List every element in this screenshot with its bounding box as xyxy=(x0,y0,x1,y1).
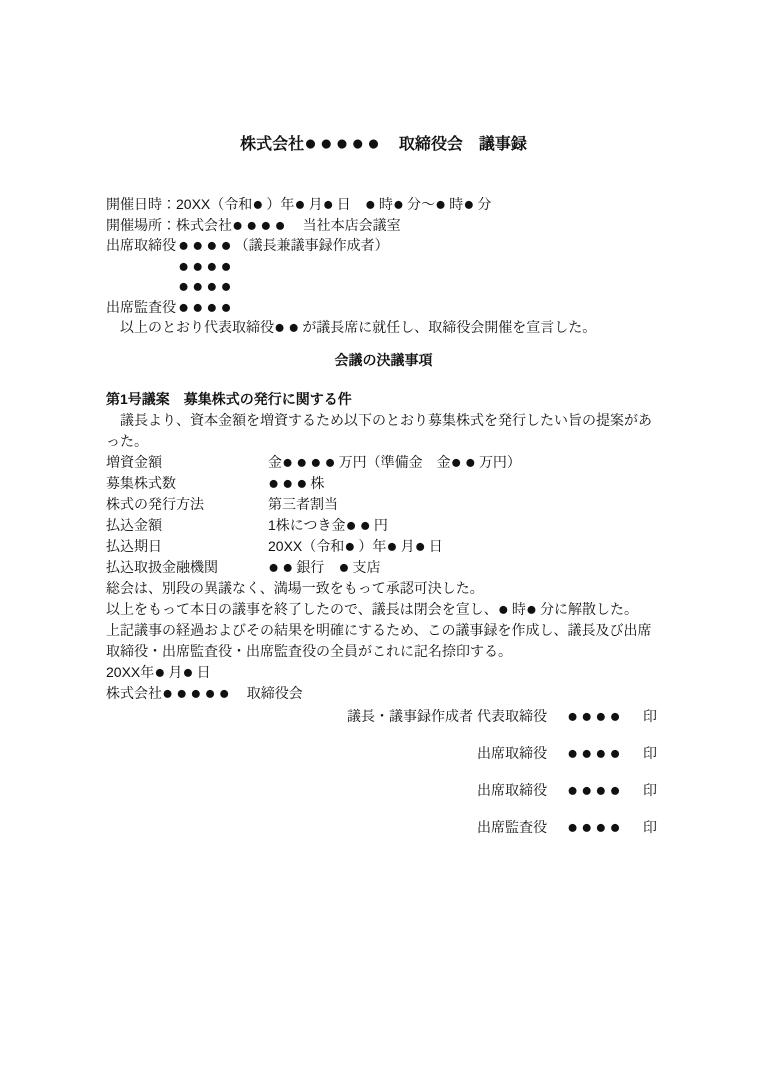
signature-section xyxy=(347,706,661,838)
meeting-venue-label: 開催場所： xyxy=(106,216,176,233)
agenda-intro-statement: 議長より、資本金額を増資するため以下のとおり募集株式を発行したい旨の提案があった。 xyxy=(106,411,652,449)
approval-statement: 総会は、別段の異議なく、満場一致をもって承認可決した。 xyxy=(106,579,484,596)
detail-label: 募集株式数 xyxy=(106,474,176,491)
meeting-venue-line xyxy=(106,215,661,236)
signature-name: ●●●● xyxy=(567,704,624,726)
issuer-line: 株式会社●●●●● 取締役会 xyxy=(106,681,303,703)
detail-label: 払込期日 xyxy=(106,537,162,554)
signature-leader-spacer xyxy=(347,817,477,838)
signature-name: ●●●● xyxy=(567,815,624,837)
document-title: 株式会社●●●●● 取締役会 議事録 xyxy=(240,132,527,155)
signature-seal-label: 印 xyxy=(643,744,657,761)
signature-row xyxy=(347,780,661,801)
signature-row xyxy=(347,743,661,764)
attending-directors-label: 出席取締役 xyxy=(106,237,176,253)
signature-leader-label: 議長・議事録作成者 xyxy=(347,707,473,724)
closing-date: 20XX年●月●日 xyxy=(106,660,211,682)
agenda-detail-row xyxy=(106,557,661,578)
detail-value: 20XX（令和●）年●月●日 xyxy=(268,534,443,556)
closing-section xyxy=(106,599,661,704)
record-statement: 上記議事の経過およびその結果を明確にするため、この議事録を作成し、議長及び出席取締役・出席監査役・出席監査役の全員がこれに記名捺印する。 xyxy=(106,621,652,659)
detail-value: 第三者割当 xyxy=(268,495,338,512)
meeting-datetime-label: 開催日時： xyxy=(106,196,176,212)
detail-label: 増資金額 xyxy=(106,453,162,470)
meeting-datetime-line xyxy=(106,194,661,215)
agenda-detail-row xyxy=(106,536,661,557)
attending-auditor-name: ●●●● xyxy=(178,295,235,317)
agenda-item-section xyxy=(106,389,661,599)
attending-auditor-row xyxy=(106,297,661,318)
detail-label: 払込金額 xyxy=(106,516,162,533)
signature-leader-spacer xyxy=(347,780,477,801)
attending-director-row xyxy=(106,256,661,277)
signature-role: 代表取締役 xyxy=(477,707,547,724)
attending-director-row xyxy=(106,235,661,256)
signature-row xyxy=(347,706,661,727)
adjournment-statement: 以上をもって本日の議事を終了したので、議長は閉会を宣し、●時●分に解散した。 xyxy=(106,597,639,619)
signature-leader-spacer xyxy=(347,743,477,764)
attending-director-name: ●●●● xyxy=(178,254,235,276)
signature-role: 出席監査役 xyxy=(477,818,547,835)
agenda-detail-row xyxy=(106,494,661,515)
chairman-note: （議長兼議事録作成者） xyxy=(234,237,389,253)
opening-statement: 以上のとおり代表取締役●●が議長席に就任し、取締役会開催を宣言した。 xyxy=(120,316,597,337)
meeting-datetime-value: 20XX（令和●）年●月●日 ●時●分～●時●分 xyxy=(176,193,492,214)
meeting-venue-value: 株式会社●●●● 当社本店会議室 xyxy=(176,213,401,235)
attending-director-name: ●●●● xyxy=(178,234,235,255)
attending-director-name: ●●●● xyxy=(178,275,235,296)
agenda-detail-row xyxy=(106,515,661,536)
detail-label: 払込取扱金融機関 xyxy=(106,558,218,575)
agenda-item-heading: 第1号議案 募集株式の発行に関する件 xyxy=(106,390,352,407)
signature-seal-label: 印 xyxy=(643,818,657,835)
agenda-detail-row xyxy=(106,473,661,494)
signature-row xyxy=(347,817,661,838)
attending-director-row xyxy=(106,276,661,297)
agenda-detail-row xyxy=(106,452,661,473)
signature-name: ●●●● xyxy=(567,741,624,763)
detail-value: 1株につき金●●円 xyxy=(268,513,388,535)
detail-value: 金●●●●万円（準備金 金●●万円） xyxy=(268,450,521,472)
detail-label: 株式の発行方法 xyxy=(106,495,204,512)
signature-seal-label: 印 xyxy=(643,707,657,724)
attending-auditors-label: 出席監査役 xyxy=(106,298,176,315)
signature-seal-label: 印 xyxy=(643,781,657,798)
meeting-info-section xyxy=(106,194,661,338)
signature-role: 出席取締役 xyxy=(477,744,547,761)
signature-role: 出席取締役 xyxy=(477,781,547,798)
detail-value: ●●●株 xyxy=(268,471,325,493)
signature-name: ●●●● xyxy=(567,778,624,800)
resolutions-section-heading: 会議の決議事項 xyxy=(334,351,433,368)
detail-value: ●●銀行 ●支店 xyxy=(268,555,381,577)
